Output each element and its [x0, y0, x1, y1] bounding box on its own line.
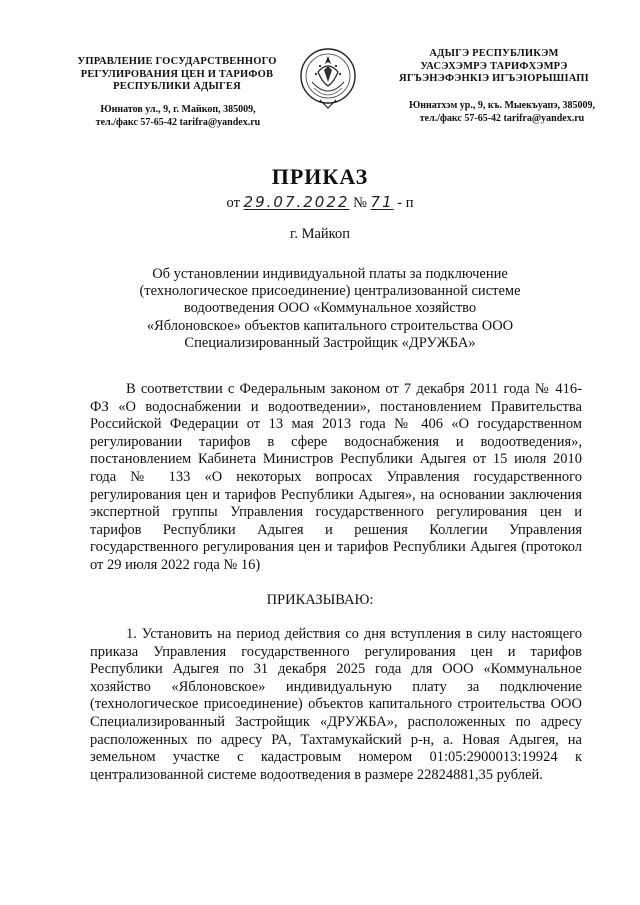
handwritten-number: 71 — [370, 193, 394, 211]
decree-word: ПРИКАЗЫВАЮ: — [266, 592, 374, 608]
subject-line: Об установлении индивидуальной платы за подключение — [152, 266, 508, 282]
subject-line: Специализированный Застройщик «ДРУЖБА» — [184, 334, 476, 351]
right-address — [392, 100, 612, 125]
date-prefix: от — [226, 195, 240, 211]
subject-line: (технологическое присоединение) централизованной системе — [139, 283, 521, 300]
left-org-line: УПРАВЛЕНИЕ ГОСУДАРСТВЕННОГО — [77, 56, 277, 67]
document-title: ПРИКАЗ — [271, 164, 369, 189]
left-address-line: Юннатов ул., 9, г. Майкоп, 385009, — [100, 104, 256, 115]
left-address — [78, 104, 278, 129]
number-suffix: - п — [397, 195, 414, 211]
subject-line: водоотведения ООО «Коммунальное хозяйство — [183, 300, 477, 317]
letterhead — [0, 42, 640, 152]
left-contact-line: тел./факс 57-65-42 tarifra@yandex.ru — [95, 116, 261, 128]
left-organization-name — [66, 56, 288, 94]
right-address-line: Юннатхэм ур., 9, къ. Мыекъуапэ, 385009, — [408, 100, 596, 111]
city: г. Майкоп — [290, 226, 350, 242]
left-org-line: РЕСПУБЛИКИ АДЫГЕЯ — [113, 81, 241, 92]
right-org-line: УАСЭХЭМРЭ ТАРИФХЭМРЭ — [420, 60, 568, 72]
handwritten-date: 29.07.2022 — [243, 193, 350, 211]
order-date-number — [0, 193, 640, 212]
order-subject — [130, 266, 530, 352]
number-sign: № — [353, 195, 367, 211]
subject-line: «Яблоновское» объектов капитального строительства ООО — [146, 317, 514, 334]
preamble-paragraph: В соответствии с Федеральным законом от 7 декабря 2011 года № 416-ФЗ «О водоснабжении и водоотведении», постановлением Правительства Российской Федерации от 13 мая 2013 года № 406 «О государственном регулировании тарифов в сфере водоснабжения и водоотведения», постановлением Кабинета Министров Республики Адыгея от 15 июля 2010 года № 133 «О некоторых вопросах Управления государственного регулирования цен и тарифов Республики Адыгея», на основании заключения экспертной группы Управления государственного регулирования цен и тарифов Республики Адыгея и решения Коллегии Управления государственного регулирования цен и тарифов Республики Адыгея (протокол от 29 июля 2022 года № 16) — [90, 381, 582, 573]
right-contact-line: тел./факс 57-65-42 tarifra@yandex.ru — [419, 112, 585, 124]
left-org-line: РЕГУЛИРОВАНИЯ ЦЕН И ТАРИФОВ — [80, 68, 274, 80]
clause-1-paragraph: 1. Установить на период действия со дня вступления в силу настоящего приказа Управления государственного регулирования цен и тарифов Республики Адыгея по 31 декабря 2025 года для ООО «Коммунальное хозяйство «Яблоновское» индивидуальную плату за подключение (технологическое присоединение) объектов капитального строительства ООО Специализированный Застройщик «ДРУЖБА», расположенных по адресу расположенных по адресу РА, Тахтамукайский р-н, а. Новая Адыгея, на земельном участке с кадастровым номером 01:05:2900013:19924 к централизованной системе водоотведения в размере 22824881,35 рублей. — [90, 626, 582, 783]
right-organization-name — [394, 48, 594, 86]
right-org-line: ЯГЪЭНЭФЭНКІЭ ИГЪЭІОРЫШІАПІ — [399, 73, 589, 84]
right-org-line: АДЫГЭ РЕСПУБЛИКЭМ — [429, 48, 559, 59]
adygea-coat-of-arms-icon — [298, 42, 358, 112]
